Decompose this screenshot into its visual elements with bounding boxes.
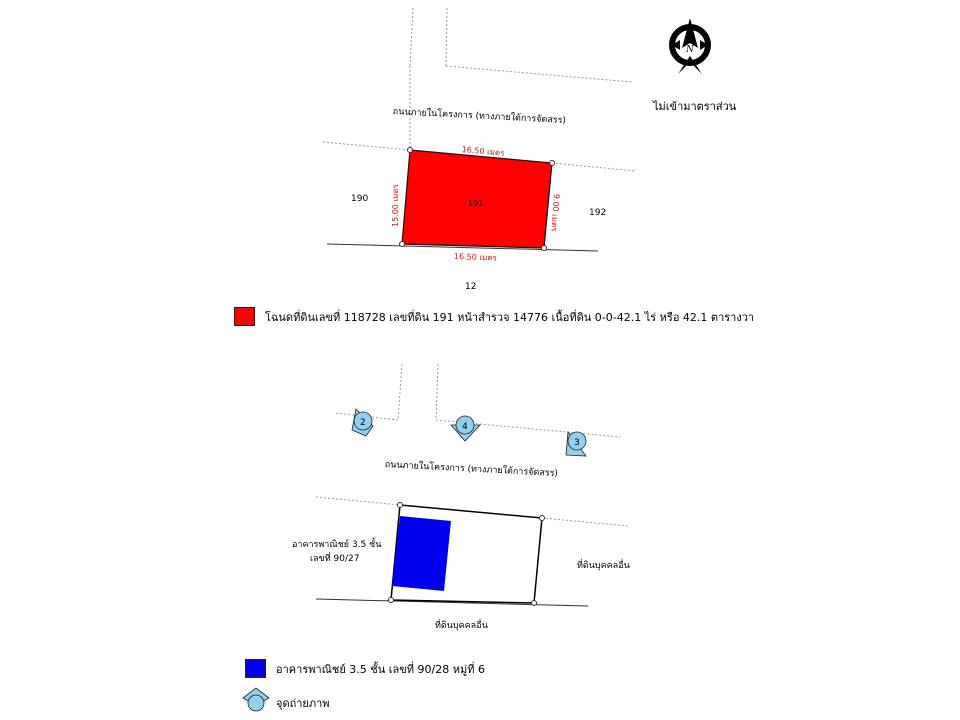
legend-parcel: [234, 307, 754, 326]
neighbor-parcel-right: 192: [589, 208, 607, 218]
north-arrow-icon: [672, 18, 708, 74]
building-label-line2: เลขที่ 90/27: [310, 554, 360, 564]
camera-point-3-number: 3: [574, 438, 580, 448]
legend-camera: [276, 694, 330, 712]
parcel-number: 191: [468, 199, 484, 208]
neighbor-parcel-bottom: 12: [465, 282, 477, 292]
map1-dim-bottom: 16.50 เมตร: [453, 252, 497, 263]
map1-road-label: ถนนภายในโครงการ (ทางภายใต้การจัดสรร): [392, 107, 567, 127]
map1-dim-top: 16.50 เมตร: [461, 145, 505, 158]
legend-parcel-swatch: [234, 307, 255, 326]
camera-point-4-number: 4: [462, 422, 468, 432]
scale-note: ไม่เข้ามาตราส่วน: [653, 100, 737, 113]
other-land-bottom: ที่ดินบุคคลอื่น: [435, 621, 488, 631]
map2-road-label: ถนนภายในโครงการ (ทางภายใต้การจัดสรร): [384, 460, 559, 480]
camera-point-4-icon: [451, 416, 480, 441]
camera-point-2-number: 2: [360, 418, 366, 428]
legend-building: [245, 659, 485, 678]
legend-building-swatch: [245, 659, 266, 678]
legend-parcel-text: โฉนดที่ดินเลขที่ 118728 เลขที่ดิน 191 หน้าสำรวจ 14776 เนื้อที่ดิน 0-0-42.1 ไร่ หรือ 42.1 ตารางวา: [265, 310, 755, 324]
map1-dim-left: 15.00 เมตร: [391, 184, 400, 227]
building-label-line1: อาคารพาณิชย์ 3.5 ชั้น: [292, 540, 382, 550]
legend-camera-icon: [243, 688, 269, 711]
legend-camera-text: จุดถ่ายภาพ: [276, 697, 330, 710]
commercial-building: [392, 516, 451, 591]
north-letter: N: [686, 45, 694, 55]
neighbor-parcel-left: 190: [351, 194, 369, 204]
legend-building-text: อาคารพาณิชย์ 3.5 ชั้น เลขที่ 90/28 หมู่ที่ 6: [276, 662, 485, 676]
camera-point-3-icon: [566, 432, 586, 456]
camera-point-2-icon: [352, 409, 373, 436]
other-land-right: ที่ดินบุคคลอื่น: [577, 561, 630, 571]
map1-dim-right: 9.00 เมตร: [549, 193, 561, 232]
